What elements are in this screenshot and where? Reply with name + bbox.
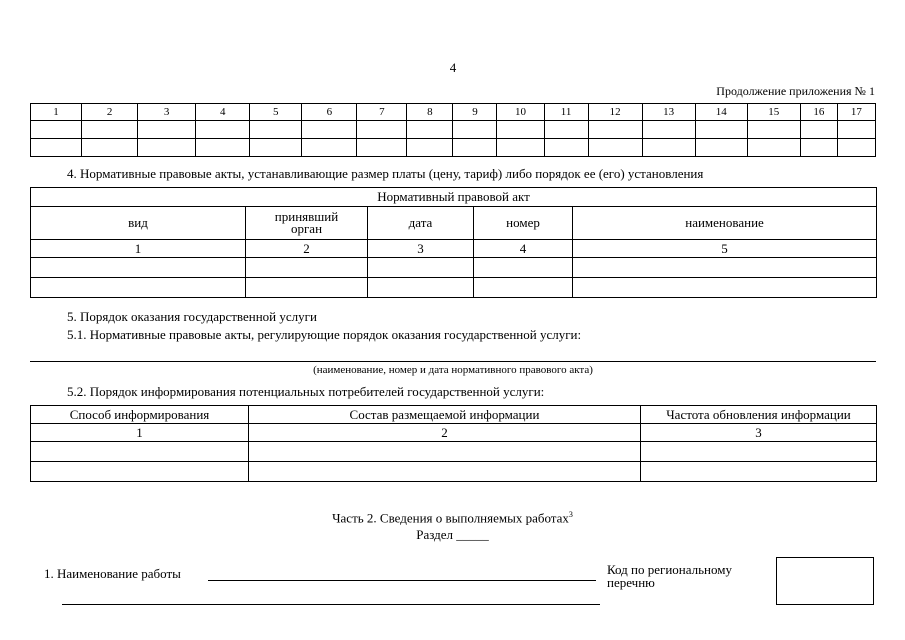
regional-code-box[interactable]	[776, 557, 874, 605]
table-row	[31, 462, 877, 482]
top-table-header: 16	[800, 104, 837, 121]
column-header: принявший орган	[246, 207, 368, 240]
column-number: 1	[31, 424, 249, 442]
top-table-header: 6	[302, 104, 357, 121]
column-header: номер	[474, 207, 573, 240]
appendix-continuation: Продолжение приложения № 1	[716, 84, 875, 98]
section4-heading: 4. Нормативные правовые акты, устанавливающие размер платы (цену, тариф) либо порядок ее (его) установления	[67, 166, 704, 181]
top-table-header: 17	[837, 104, 875, 121]
informing-table	[30, 405, 877, 482]
top-table-header: 10	[497, 104, 544, 121]
top-table-row	[31, 121, 876, 139]
top-table-header-row	[31, 104, 876, 121]
column-header: Частота обновления информации	[641, 406, 877, 424]
top-table-header: 2	[82, 104, 138, 121]
column-header: дата	[368, 207, 474, 240]
work-name-label: 1. Наименование работы	[44, 566, 181, 581]
top-table-header: 4	[196, 104, 250, 121]
top-table-header: 5	[250, 104, 302, 121]
column-number: 1	[31, 240, 246, 258]
top-table-header: 14	[695, 104, 747, 121]
top-table-header: 9	[453, 104, 497, 121]
legal-acts-table	[30, 187, 877, 298]
top-table	[30, 103, 876, 157]
top-table-header: 1	[31, 104, 82, 121]
legal-act-title: Нормативный правовой акт	[31, 188, 877, 207]
column-header: Состав размещаемой информации	[249, 406, 641, 424]
work-name-line	[208, 580, 596, 581]
column-number: 4	[474, 240, 573, 258]
column-number: 2	[249, 424, 641, 442]
top-table-header: 13	[642, 104, 695, 121]
section5-2-heading: 5.2. Порядок информирования потенциальных потребителей государственной услуги:	[67, 384, 545, 399]
fill-line	[30, 361, 876, 362]
regional-code-label: Код по региональному перечню	[607, 562, 732, 590]
column-header: наименование	[573, 207, 877, 240]
top-table-row	[31, 139, 876, 157]
column-number: 3	[368, 240, 474, 258]
page-number: 4	[449, 60, 457, 75]
table-row	[31, 442, 877, 462]
section-label: Раздел _____	[416, 527, 489, 542]
top-table-header: 11	[544, 104, 588, 121]
top-table-header: 12	[588, 104, 642, 121]
legal-act-caption: (наименование, номер и дата нормативного правового акта)	[313, 364, 593, 376]
footnote-marker: 3	[568, 510, 573, 519]
column-header: Способ информирования	[31, 406, 249, 424]
top-table-header: 3	[138, 104, 196, 121]
top-table-header: 8	[407, 104, 453, 121]
section5-heading: 5. Порядок оказания государственной услуги	[67, 309, 317, 324]
section5-1-heading: 5.1. Нормативные правовые акты, регулирующие порядок оказания государственной услуги:	[67, 327, 582, 342]
part2-title: Часть 2. Сведения о выполняемых работах	[332, 510, 569, 526]
table-row	[31, 278, 877, 298]
top-table-header: 15	[747, 104, 800, 121]
column-number: 5	[573, 240, 877, 258]
work-name-line-2	[62, 604, 600, 605]
top-table-header: 7	[357, 104, 407, 121]
column-header: вид	[31, 207, 246, 240]
column-number: 3	[641, 424, 877, 442]
column-number: 2	[246, 240, 368, 258]
table-row	[31, 258, 877, 278]
part2-title-block	[0, 510, 905, 526]
